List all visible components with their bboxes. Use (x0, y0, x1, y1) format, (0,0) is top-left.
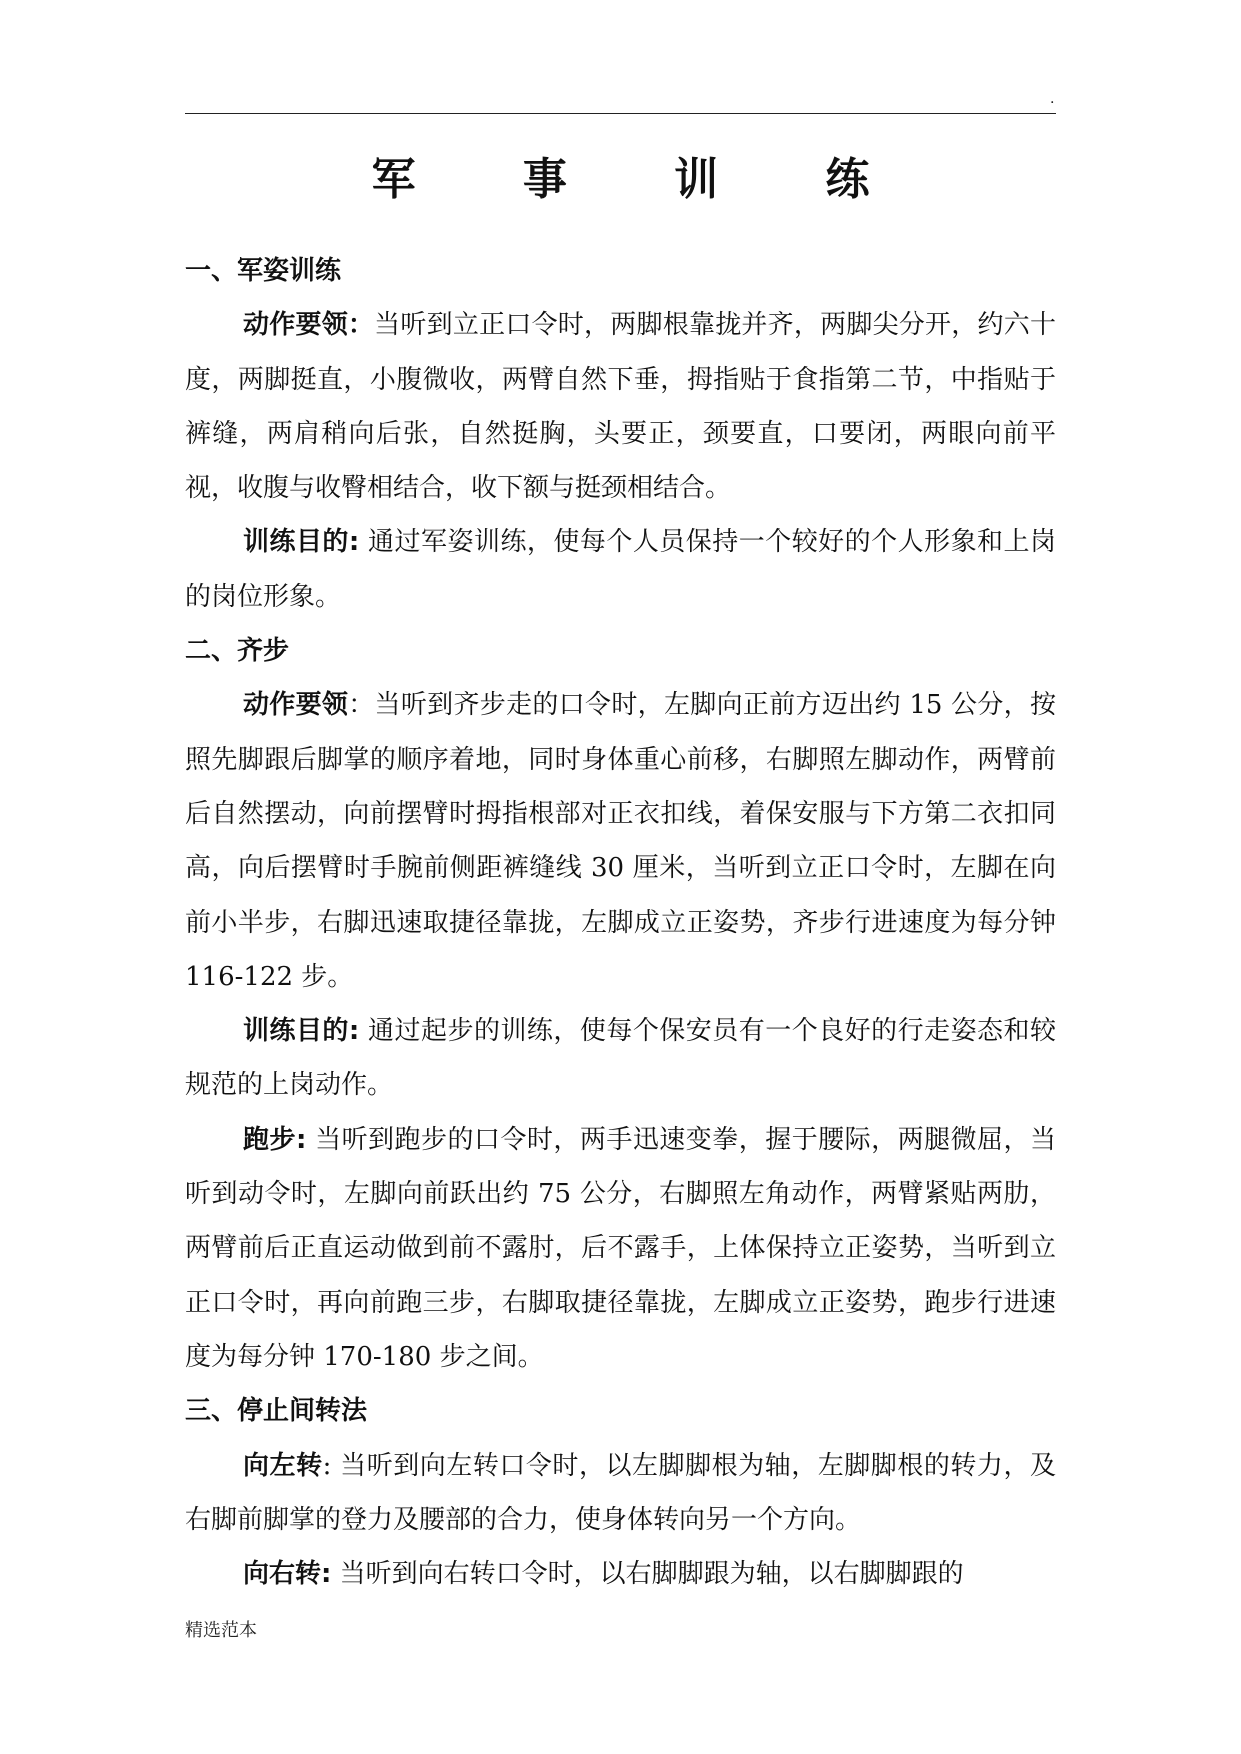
paragraph-lead: 向右转: (243, 1559, 332, 1590)
paragraph-text: 当听到向右转口令时，以右脚脚跟为轴，以右脚脚跟的 (331, 1559, 964, 1590)
paragraph-lead: 动作要领： (243, 310, 375, 341)
section-heading: 一、军姿训练 (185, 256, 342, 286)
paragraph-lead: 向左转 (243, 1450, 323, 1481)
paragraph-lead: 动作要领 (243, 690, 349, 721)
paragraph (185, 1113, 1056, 1384)
paragraph-lead: 训练目的: (243, 1016, 360, 1047)
header-mark: . (1050, 91, 1055, 107)
paragraph (185, 515, 1056, 624)
paragraph-text: 当听到立正口令时，两脚根靠拢并齐，两脚尖分开，约六十度，两脚挺直，小腹微收，两臂自然下垂，拇指贴于食指第二节，中指贴于裤缝，两肩稍向后张，自然挺胸，头要正，颈要直，口要闭，两眼向前平视，收腹与收臀相结合，收下额与挺颈相结合。 (185, 310, 1056, 504)
document-title: 军 事 训 练 (371, 154, 916, 205)
section-heading: 三、停止间转法 (185, 1396, 368, 1427)
paragraph-text: 通过起步的训练，使每个保安员有一个良好的行走姿态和较规范的上岗动作。 (185, 1016, 1056, 1101)
page-footer: 精选范本 (185, 1620, 257, 1641)
paragraph (185, 1547, 1056, 1601)
paragraph-text: 通过军姿训练，使每个人员保持一个较好的个人形象和上岗的岗位形象。 (185, 527, 1056, 612)
paragraph (185, 678, 1056, 1004)
paragraph (185, 1004, 1056, 1113)
paragraph-text: 当听到跑步的口令时，两手迅速变拳，握于腰际，两腿微屈，当听到动令时，左脚向前跃出约 75 公分，右脚照左角动作，两臂紧贴两肋，两臂前后正直运动做到前不露肘，后不露手，上体保持立正姿势，当听到立正口令时，再向前跑三步，右脚取捷径靠拢，左脚成立正姿势，跑步行进速度为每分钟 170-180 步之间。 (185, 1124, 1056, 1372)
paragraph (185, 298, 1056, 515)
header-rule (185, 113, 1056, 114)
paragraph-lead: 训练目的: (243, 527, 360, 558)
paragraph-text: : 当听到向左转口令时，以左脚脚根为轴，左脚脚根的转力，及右脚前脚掌的登力及腰部的合力，使身体转向另一个方向。 (185, 1450, 1056, 1535)
section-heading: 二、齐步 (185, 636, 290, 667)
document-body (185, 244, 1056, 1601)
paragraph-lead: 跑步: (243, 1124, 307, 1155)
paragraph (185, 1439, 1056, 1548)
paragraph-text: ：当听到齐步走的口令时，左脚向正前方迈出约 15 公分，按照先脚跟后脚掌的顺序着地，同时身体重心前移，右脚照左脚动作，两臂前后自然摆动，向前摆臂时拇指根部对正衣扣线，着保安服与下方第二衣扣同高，向后摆臂时手腕前侧距裤缝线 30 厘米，当听到立正口令时，左脚在向前小半步，右脚迅速取捷径靠拢，左脚成立正姿势，齐步行进速度为每分钟 116-122 步。 (185, 690, 1056, 992)
